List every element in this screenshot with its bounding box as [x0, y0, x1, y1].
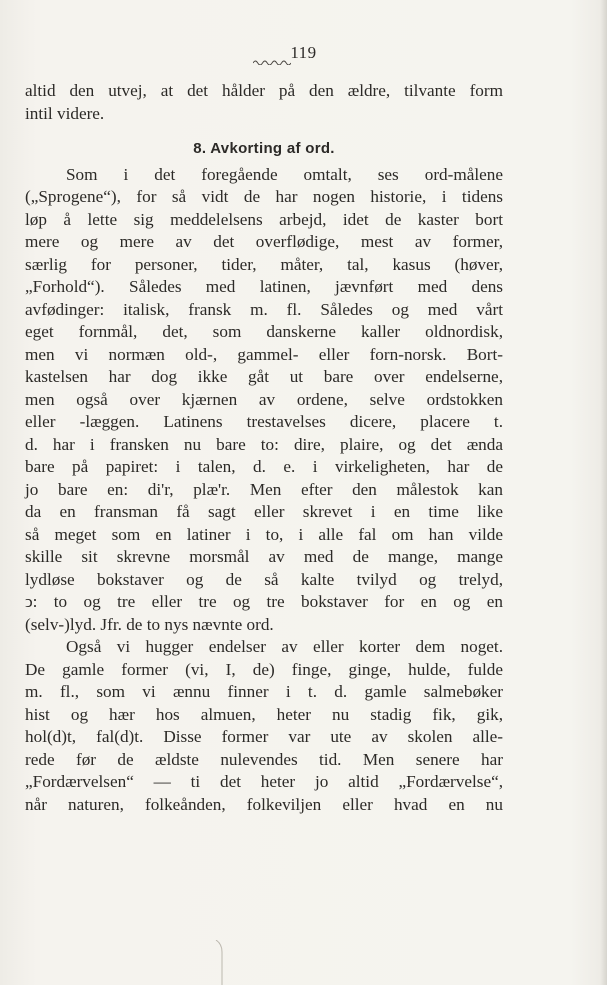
text-line: bare på papiret: i talen, d. e. i virkeligheten, har de — [25, 457, 503, 476]
page-number-ornament — [253, 59, 291, 65]
text-line: „Fordærvelsen“ — ti det heter jo altid „Fordærvelse“, — [25, 772, 503, 791]
text-line: skille sit skrevne morsmål av med de mange, mange — [25, 547, 503, 566]
body-text — [25, 80, 503, 816]
text-line: (selv-)lyd. Jfr. de to nys nævnte ord. — [25, 614, 274, 634]
page-number: 119 — [290, 43, 317, 62]
text-line: kastelsen har dog ikke gåt ut bare over endelserne, — [25, 367, 503, 386]
text-line: så meget som en latiner i to, i alle fal om han vilde — [25, 524, 503, 544]
text-line: avfødinger: italisk, fransk m. fl. Således og med vårt — [25, 299, 503, 319]
paragraph — [25, 164, 503, 637]
text-line: jo bare en: di'r, plæ'r. Men efter den målestok kan — [25, 479, 503, 499]
continued-paragraph — [25, 80, 503, 125]
text-line: eget fornmål, det, som danskerne kaller oldnordisk, — [25, 322, 503, 341]
text-line: men vi normæn old-, gammel- eller forn-norsk. Bort- — [25, 344, 503, 364]
text-line: d. har i fransken nu bare to: dire, plaire, og det ænda — [25, 434, 503, 454]
text-line: rede før de ældste nulevendes tid. Men senere har — [25, 749, 503, 769]
text-line: „Forhold“). Således med latinen, jævnført med dens — [25, 277, 503, 296]
page-edge-shadow — [600, 0, 607, 985]
text-line: men også over kjærnen av ordene, selve ordstokken — [25, 389, 503, 409]
paragraph — [25, 636, 503, 816]
text-line: løp å lette sig meddelelsens arbejd, idet de kaster bort — [25, 209, 503, 229]
text-line: („Sprogene“), for så vidt de har nogen historie, i tidens — [25, 187, 503, 206]
text-line: eller -læggen. Latinens trestavelses dicere, placere t. — [25, 412, 503, 431]
text-line: altid den utvej, at det hålder på den ældre, tilvante form — [25, 81, 503, 100]
text-line: ↄ: to og tre eller tre og tre bokstaver for en og en — [25, 592, 503, 611]
text-line: intil videre. — [25, 103, 105, 123]
section-heading: 8. Avkorting af ord. — [193, 140, 335, 157]
text-line: særlig for personer, tider, måter, tal, kasus (høver, — [25, 254, 503, 274]
text-line: m. fl., som vi ænnu finner i t. d. gamle salmebøker — [25, 682, 503, 701]
text-line: Også vi hugger endelser av eller korter dem noget. — [66, 637, 503, 656]
text-line: når naturen, folkeånden, folkeviljen eller hvad en nu — [25, 794, 503, 814]
text-line: hist og hær hos almuen, heter nu stadig fik, gik, — [25, 704, 503, 724]
text-line: lydløse bokstaver og de så kalte tvilyd og trelyd, — [25, 569, 503, 589]
text-line: hol(d)t, fal(d)t. Disse former var ute av skolen alle- — [25, 727, 503, 746]
text-line: mere og mere av det overflødige, mest av former, — [25, 232, 503, 251]
text-line: Som i det foregående omtalt, ses ord-målene — [66, 164, 503, 184]
binding-bracket-mark — [214, 940, 224, 985]
text-line: da en fransman få sagt eller skrevet i en time like — [25, 502, 503, 521]
text-line: De gamle former (vi, I, de) finge, ginge, hulde, fulde — [25, 659, 503, 679]
